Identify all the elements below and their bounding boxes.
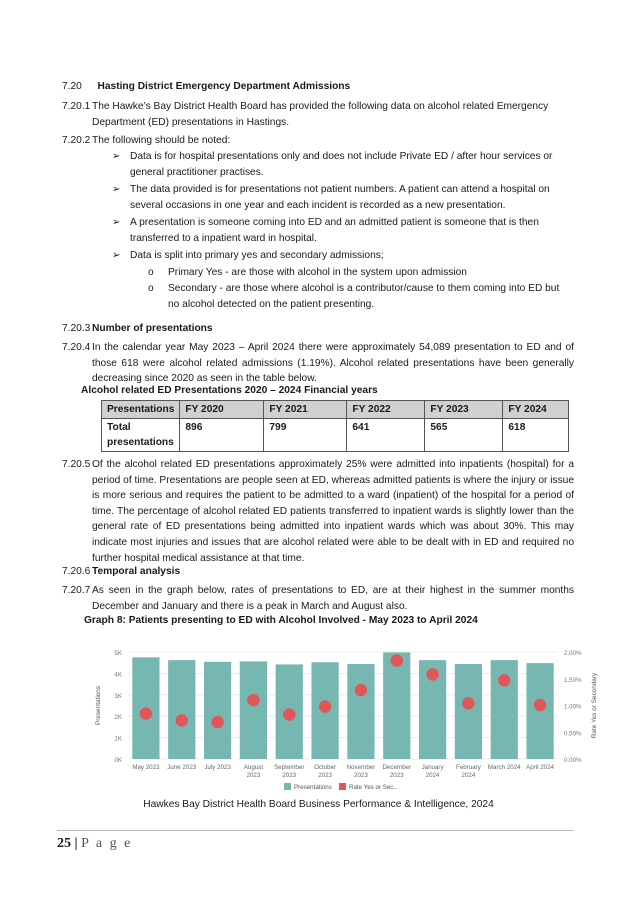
paragraph-7-20-6 xyxy=(62,564,574,580)
y2-tick-label: 1.50% xyxy=(564,676,582,684)
table-cell: 565 xyxy=(425,419,503,452)
paragraph-number: 7.20.7 xyxy=(62,585,91,596)
x-tick-label: September 2023 xyxy=(274,764,305,779)
y2-tick-label: 2.00% xyxy=(564,650,582,657)
paragraph-7-20-4 xyxy=(62,340,574,387)
page-word: P a g e xyxy=(81,836,133,851)
x-tick-label: November 2023 xyxy=(346,764,376,779)
x-tick-label: May 2023 xyxy=(132,764,160,771)
paragraph-text: In the calendar year May 2023 – April 2024 there were approximately 54,089 presentation to ED and of those 618 were alcohol related admissions (1.19%). Alcohol related presentations have been generally decreasing since 2020 as seen in the table below. xyxy=(92,342,574,385)
rate-dot xyxy=(319,700,331,712)
y2-axis-label: Rate Yes or Secondary xyxy=(591,672,598,739)
table-cell: 896 xyxy=(180,419,264,452)
legend-label-rate: Rate Yes or Sec.. xyxy=(349,784,397,791)
table-header-cell: FY 2021 xyxy=(264,401,347,419)
paragraph-text: As seen in the graph below, rates of presentations to ED, are at their highest in the summer months December and January and there is a peak in March and August also. xyxy=(92,585,574,612)
legend-label-presentations: Presentations xyxy=(294,784,332,791)
paragraph-7-20-5 xyxy=(62,457,574,566)
y2-tick-label: 0.50% xyxy=(564,730,582,738)
subsection-title: Temporal analysis xyxy=(92,566,181,577)
rate-dot xyxy=(140,707,152,719)
paragraph-7-20-1 xyxy=(62,99,574,130)
table-row xyxy=(102,419,569,452)
x-tick-label: August 2023 xyxy=(243,764,264,779)
page-separator: | xyxy=(71,836,82,851)
bullet-text: The data provided is for presentations not patient numbers. A patient can attend a hospital on several occasions in one year and each incident is recorded as a new presentation. xyxy=(130,184,550,211)
paragraph-number: 7.20.5 xyxy=(62,459,91,470)
bullet-text: Data is split into primary yes and secondary admissions; xyxy=(130,250,384,261)
rate-dot xyxy=(462,697,474,709)
circle-bullet-icon: o xyxy=(148,283,154,294)
legend-swatch-presentations xyxy=(284,783,291,790)
x-tick-label: June 2023 xyxy=(167,764,197,771)
table-cell: 618 xyxy=(503,419,569,452)
table-header-cell: FY 2020 xyxy=(180,401,264,419)
arrow-bullet-icon: ➢ xyxy=(112,184,121,195)
paragraph-number: 7.20.2 xyxy=(62,135,91,146)
paragraph-number: 7.20.4 xyxy=(62,342,91,353)
table-header-cell: FY 2024 xyxy=(503,401,569,419)
footer-divider xyxy=(57,830,574,831)
paragraph-7-20-2 xyxy=(62,133,574,149)
rate-dot xyxy=(176,714,188,726)
paragraph-text: The Hawke’s Bay District Health Board has provided the following data on alcohol related Emergency Department (ED) presentations in Hastings. xyxy=(92,101,549,128)
table-cell: 641 xyxy=(347,419,425,452)
table-cell: 799 xyxy=(264,419,347,452)
arrow-bullet-icon: ➢ xyxy=(112,217,121,228)
y-tick-label: 2K xyxy=(114,714,122,722)
y-tick-label: 4K xyxy=(114,671,122,679)
note-bullet xyxy=(112,149,572,180)
presentations-bar xyxy=(240,661,267,759)
rate-dot xyxy=(247,694,259,706)
table-header-cell: Presentations xyxy=(102,401,180,419)
x-tick-label: December 2023 xyxy=(382,764,412,779)
y-axis-label: Presentations xyxy=(95,685,102,726)
rate-dot xyxy=(498,674,510,686)
rate-dot xyxy=(355,684,367,696)
bullet-text: Data is for hospital presentations only and does not include Private ED / after hour services or general practitioner practises. xyxy=(130,151,553,178)
circle-bullet-icon: o xyxy=(148,267,154,278)
y2-tick-label: 0.00% xyxy=(564,757,582,764)
alcohol-presentations-chart xyxy=(90,640,610,798)
presentations-bar xyxy=(347,664,374,759)
table-header-row xyxy=(102,401,569,419)
paragraph-number: 7.20.3 xyxy=(62,323,91,334)
presentations-bar xyxy=(455,664,482,759)
table-caption: Alcohol related ED Presentations 2020 – 2024 Financial years xyxy=(81,385,378,396)
x-tick-label: July 2023 xyxy=(204,764,231,771)
note-bullet xyxy=(112,182,572,213)
x-tick-label: January 2024 xyxy=(421,764,444,779)
sub-bullet-text: Primary Yes - are those with alcohol in the system upon admission xyxy=(168,267,467,278)
paragraph-7-20-3 xyxy=(62,321,574,337)
rate-dot xyxy=(426,668,438,680)
legend-swatch-rate xyxy=(339,783,346,790)
bullet-text: A presentation is someone coming into ED and an admitted patient is someone that is then transferred to a inpatient ward in hospital. xyxy=(130,217,539,244)
y2-tick-label: 1.00% xyxy=(564,703,582,711)
paragraph-text: Of the alcohol related ED presentations approximately 25% were admitted into inpatients (hospital) for a period of time. Presentations are people seen at ED, whereas admitted patients is where the injury or issue is more serious and requires the patient to be admitted to a ward (inpatient) of the hospital for a period of time. The percentage of alcohol related ED patients transferred to inpatient wards is slightly lower than the general rate of ED presentations being admitted into inpatient wards which was about 30%. This may indicate most injuries and issues that are alcohol related were able to be dealt with in ED and required no further hospital medical assistance at that time. xyxy=(92,459,574,564)
rate-dot xyxy=(534,699,546,711)
y-tick-label: 0K xyxy=(114,757,122,764)
table-row-label: Total presentations xyxy=(102,419,180,452)
sub-bullet xyxy=(148,265,572,281)
page-footer xyxy=(57,836,132,852)
sub-bullet xyxy=(148,281,572,312)
presentations-bar xyxy=(168,660,195,759)
presentations-table xyxy=(101,400,569,452)
section-number: 7.20 xyxy=(62,81,82,92)
presentations-bar xyxy=(204,662,231,759)
note-bullet xyxy=(112,215,572,246)
arrow-bullet-icon: ➢ xyxy=(112,151,121,162)
source-citation: Hawkes Bay District Health Board Business Performance & Intelligence, 2024 xyxy=(143,799,494,810)
y-tick-label: 3K xyxy=(114,692,122,700)
x-tick-label: February 2024 xyxy=(456,764,481,779)
table-header-cell: FY 2023 xyxy=(425,401,503,419)
section-title: Hasting District Emergency Department Admissions xyxy=(97,81,351,92)
x-tick-label: October 2023 xyxy=(314,764,337,779)
x-tick-label: April 2024 xyxy=(526,764,555,771)
rate-dot xyxy=(283,708,295,720)
y-tick-label: 5K xyxy=(114,650,122,657)
graph-caption: Graph 8: Patients presenting to ED with Alcohol Involved - May 2023 to April 2024 xyxy=(84,615,478,626)
table-header-cell: FY 2022 xyxy=(347,401,425,419)
y-tick-label: 1K xyxy=(114,735,122,743)
rate-dot xyxy=(391,654,403,666)
subsection-title: Number of presentations xyxy=(92,323,213,334)
arrow-bullet-icon: ➢ xyxy=(112,250,121,261)
presentations-bar xyxy=(383,652,410,759)
rate-dot xyxy=(211,716,223,728)
paragraph-7-20-7 xyxy=(62,583,574,614)
sub-bullet-text: Secondary - are those where alcohol is a contributor/cause to them coming into ED but no alcohol detected on the patient presenting. xyxy=(168,283,560,310)
x-tick-label: March 2024 xyxy=(487,764,521,771)
page-number: 25 xyxy=(57,836,71,851)
note-bullet xyxy=(112,248,572,264)
paragraph-text: The following should be noted: xyxy=(92,135,231,146)
section-heading xyxy=(62,79,350,95)
paragraph-number: 7.20.1 xyxy=(62,101,91,112)
paragraph-number: 7.20.6 xyxy=(62,566,91,577)
